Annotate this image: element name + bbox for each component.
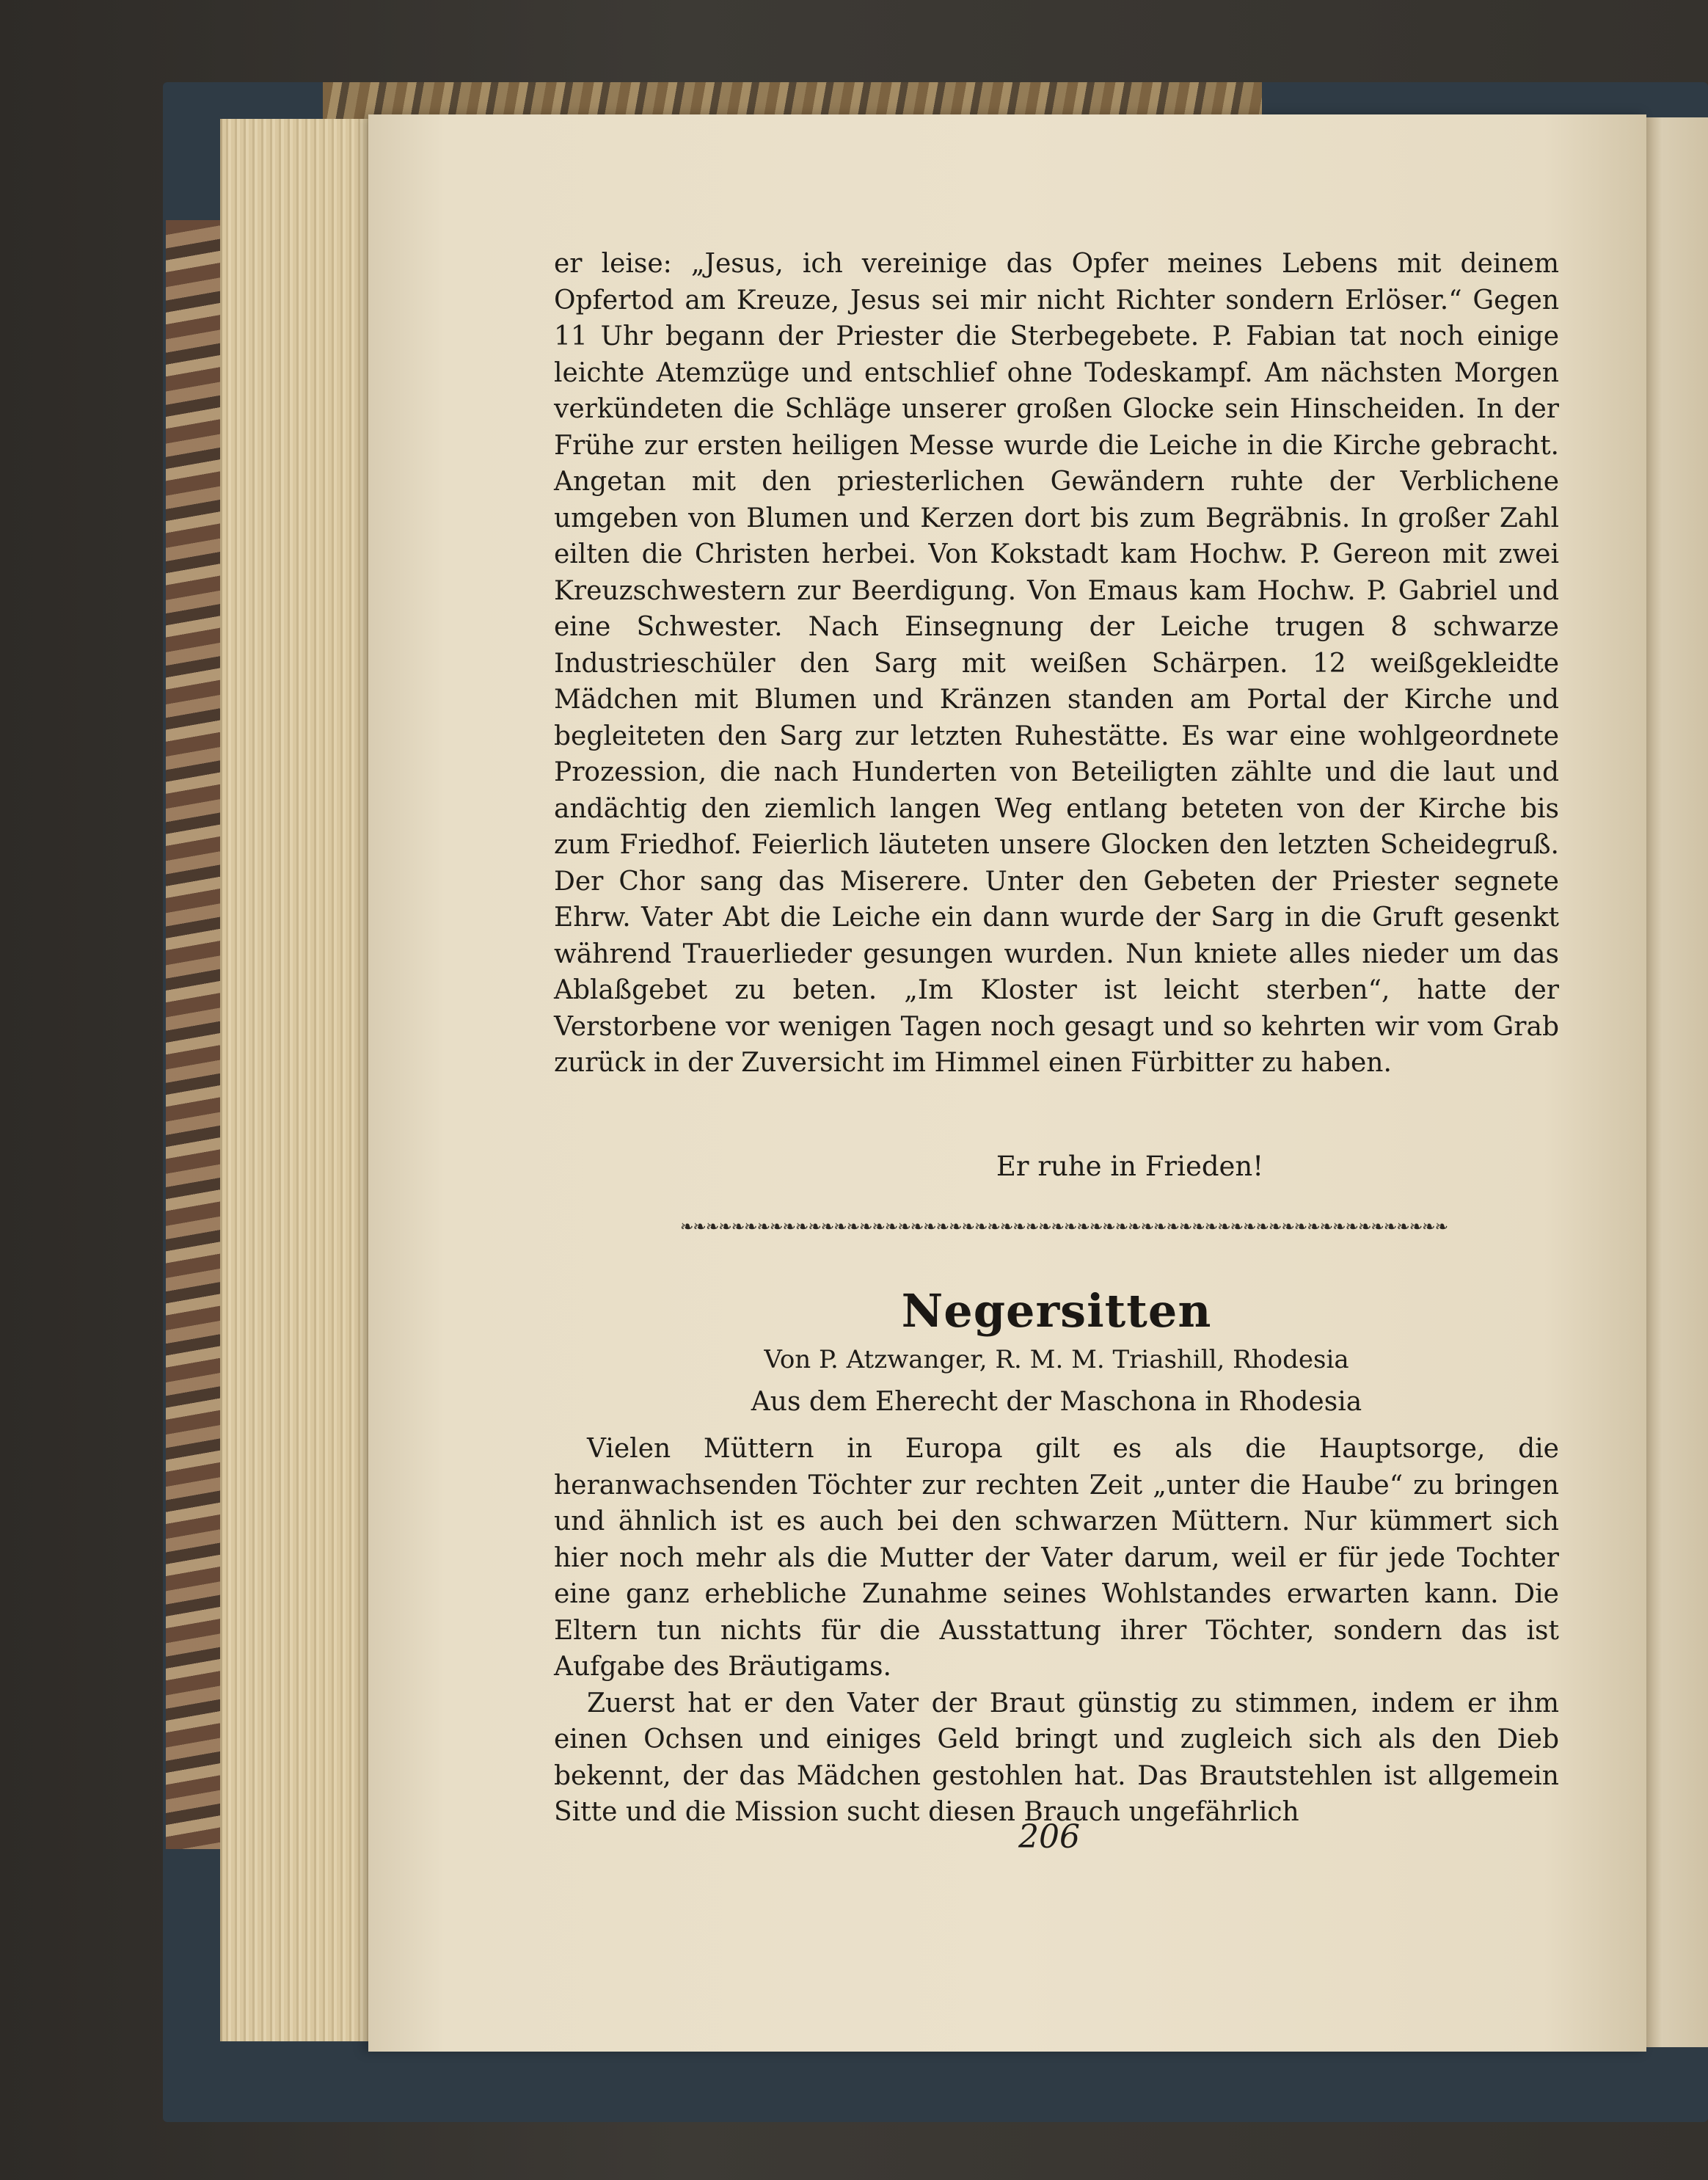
facing-page-edge — [1646, 117, 1708, 2047]
ornamental-divider: ❧❧❧❧❧❧❧❧❧❧❧❧❧❧❧❧❧❧❧❧❧❧❧❧❧❧❧❧❧❧❧❧❧❧❧❧❧❧❧❧❧❧❧❧❧❧❧❧❧❧❧❧❧❧❧❧❧❧❧❧ — [679, 1218, 1448, 1236]
article-title: Negersitten — [901, 1284, 1212, 1338]
article-byline: Von P. Atzwanger, R. M. M. Triashill, Rhodesia — [764, 1345, 1349, 1374]
paragraph-mothers: Vielen Müttern in Europa gilt es als die Hauptsorge, die heranwachsenden Töchter zur rechten Zeit „unter die Haube“ zu bringen und ähnlich ist es auch bei den schwarzen Müttern. Nur kümmert sich hier noch mehr als die Mutter der Vater darum, weil er für jede Tochter eine ganz erhebliche Zunahme seines Wohlstandes erwarten kann. Die Eltern tun nichts für die Ausstattung ihrer Töchter, sondern das ist Aufgabe des Bräutigams. — [554, 1434, 1559, 1682]
article-subtitle: Aus dem Eherecht der Maschona in Rhodesia — [751, 1387, 1362, 1417]
paragraph-bride-theft: Zuerst hat er den Vater der Braut günstig zu stimmen, indem er ihm einen Ochsen und einiges Geld bringt und zugleich sich als den Dieb bekennt, der das Mädchen gestohlen hat. Das Brautstehlen ist allgemein Sitte und die Mission sucht diesen Brauch ungefährlich — [554, 1688, 1559, 1827]
main-text-block — [554, 246, 1559, 1082]
article-text-block — [554, 1431, 1559, 1831]
page-number: 206 — [1018, 1818, 1080, 1856]
marbled-endpaper-left — [166, 220, 225, 1849]
closing-line: Er ruhe in Frieden! — [996, 1151, 1264, 1182]
paragraph-funeral: er leise: „Jesus, ich vereinige das Opfer meines Lebens mit deinem Opfertod am Kreuze, Jesus sei mir nicht Richter sondern Erlöser.“ Gegen 11 Uhr begann der Priester die Sterbegebete. P. Fabian tat noch einige leichte Atemzüge und entschlief ohne Todeskampf. Am nächsten Morgen verkündeten die Schläge unserer großen Glocke sein Hinscheiden. In der Frühe zur ersten heiligen Messe wurde die Leiche in die Kirche gebracht. Angetan mit den priesterlichen Gewändern ruhte der Verblichene umgeben von Blumen und Kerzen dort bis zum Begräbnis. In großer Zahl eilten die Christen herbei. Von Kokstadt kam Hochw. P. Gereon mit zwei Kreuzschwestern zur Beerdigung. Von Emaus kam Hochw. P. Gabriel und eine Schwester. Nach Einsegnung der Leiche trugen 8 schwarze Industrieschüler den Sarg mit weißen Schärpen. 12 weißgekleidte Mädchen mit Blumen und Kränzen standen am Portal der Kirche und begleiteten den Sarg zur letzten Ruhestätte. Es war eine wohlgeordnete Prozession, die nach Hunderten von Beteiligten zählte und die laut und andächtig den ziemlich langen Weg entlang beteten von der Kirche bis zum Friedhof. Feierlich läuteten unsere Glocken den letzten Scheidegruß. Der Chor sang das Miserere. Unter den Gebeten der Priester segnete Ehrw. Vater Abt die Leiche ein dann wurde der Sarg in die Gruft gesenkt während Trauerlieder gesungen wurden. Nun kniete alles nieder um das Ablaßgebet zu beten. „Im Kloster ist leicht sterben“, hatte der Verstorbene vor wenigen Tagen noch gesagt und so kehrten wir vom Grab zurück in der Zuversicht im Himmel einen Fürbitter zu haben. — [554, 249, 1559, 1078]
page-edges — [220, 119, 391, 2041]
